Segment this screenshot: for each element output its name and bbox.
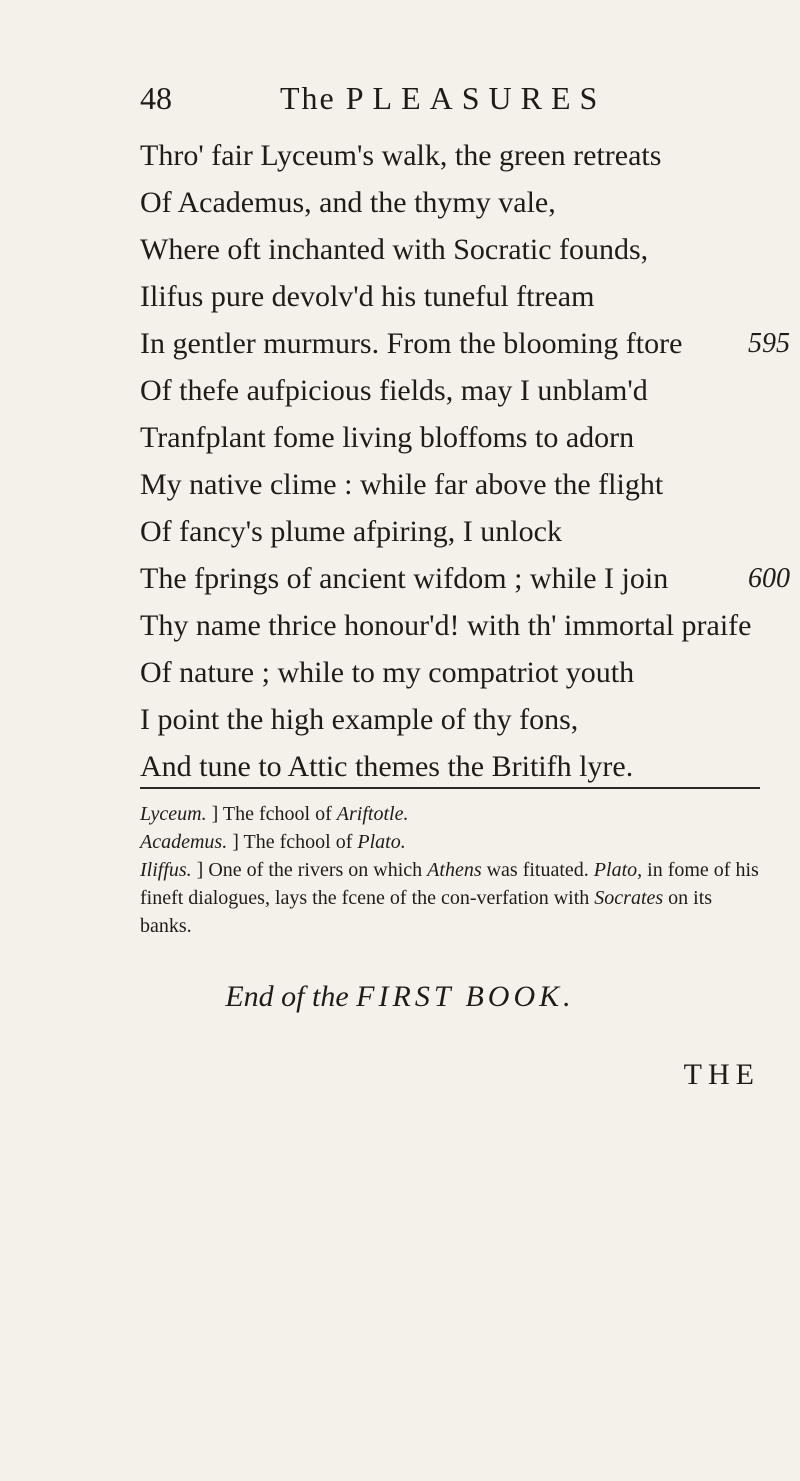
footnote-term: Academus. <box>140 831 228 853</box>
verse-line: And tune to Attic themes the Britifh lyre. <box>140 750 634 783</box>
verse-line: Of nature ; while to my compatriot youth <box>140 656 635 689</box>
running-title <box>280 80 606 116</box>
verse-line: Of thefe aufpicious fields, may I unblam'd <box>140 374 648 407</box>
footnote-divider <box>140 787 760 789</box>
verse-line: Of Academus, and the thymy vale, <box>140 186 556 219</box>
end-of-book-line <box>0 980 800 1014</box>
verse-line: Tranfplant fome living bloffoms to adorn <box>140 421 635 454</box>
running-title-caps: PLEASURES <box>345 80 607 116</box>
footnote-bracket: ] <box>232 831 239 853</box>
footnote-bracket: ] <box>211 803 219 825</box>
footnote-text: was fituated. <box>486 859 589 881</box>
line-number: 600 <box>748 563 790 594</box>
footnote-ref: Athens <box>427 859 482 881</box>
footnote-text: on its banks. <box>140 887 713 937</box>
line-number: 595 <box>748 328 790 359</box>
footnotes <box>140 800 760 940</box>
footnote-ref: Plato, <box>593 859 643 881</box>
verse-block <box>140 132 790 790</box>
page-number: 48 <box>140 80 172 116</box>
footnote-text: The fchool of <box>243 831 353 853</box>
verse-line: Ilifus pure devolv'd his tuneful ftream <box>140 280 595 313</box>
verse-line: My native clime : while far above the flight <box>140 468 664 501</box>
verse-line: Of fancy's plume afpiring, I unlock <box>140 515 562 548</box>
running-title-prefix: The <box>280 80 336 116</box>
footnote-text: One of the rivers on which <box>208 859 423 881</box>
footnote-term: Iliffus. <box>140 859 192 881</box>
footnote-text: in fome of his fineft dialogues, lays the fcene of the con-verfation with <box>140 859 759 909</box>
end-line-caps: FIRST BOOK. <box>356 980 575 1013</box>
verse-line: Where oft inchanted with Socratic founds, <box>140 233 649 266</box>
footnote-ilissus <box>140 856 760 940</box>
verse-line: The fprings of ancient wifdom ; while I join 600 <box>140 555 760 602</box>
footnote-text: The fchool of <box>222 803 332 825</box>
footnote-ref: Ariftotle. <box>336 803 409 825</box>
footnote-ref: Plato. <box>357 831 406 853</box>
verse-line: I point the high example of thy fons, <box>140 703 579 736</box>
footnote-bracket: ] <box>196 859 204 881</box>
footnote-ref: Socrates <box>594 887 664 909</box>
verse-line: In gentler murmurs. From the blooming ftore 595 <box>140 320 760 367</box>
running-header <box>140 80 606 117</box>
verse-line: Thy name thrice honour'd! with th' immortal praife <box>140 609 752 642</box>
verse-line: Thro' fair Lyceum's walk, the green retreats <box>140 139 662 172</box>
catchword: THE <box>683 1058 760 1091</box>
footnote-academus <box>140 828 760 856</box>
footnote-lyceum <box>140 800 760 828</box>
footnote-term: Lyceum. <box>140 803 207 825</box>
end-line-prefix: End of the <box>225 980 349 1013</box>
